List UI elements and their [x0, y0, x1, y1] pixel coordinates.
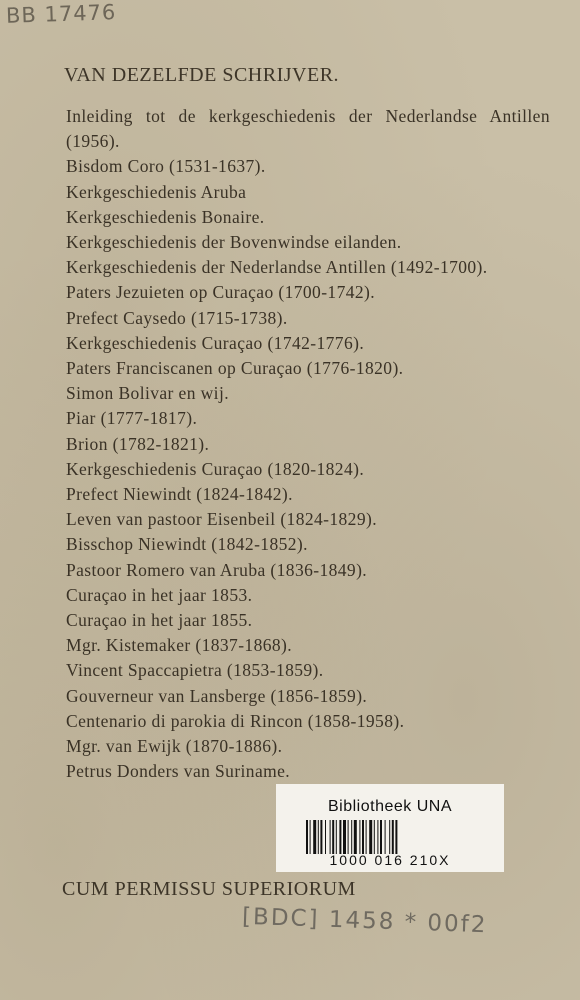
- work-item: Brion (1782-1821).: [66, 433, 210, 454]
- work-item: Vincent Spaccapietra (1853-1859).: [66, 660, 324, 681]
- work-item: Bisschop Niewindt (1842-1852).: [66, 534, 308, 555]
- handwritten-catalog-note: [BDC] 1458 * 00f2: [241, 903, 488, 939]
- barcode-icon: [306, 820, 466, 854]
- work-item: Gouverneur van Lansberge (1856-1859).: [66, 685, 368, 706]
- handwritten-shelfmark: BB 17476: [5, 0, 117, 28]
- work-item: Centenario di parokia di Rincon (1858-1958).: [66, 710, 405, 731]
- work-item: Curaçao in het jaar 1853.: [66, 584, 253, 605]
- work-item: Mgr. Kistemaker (1837-1868).: [66, 635, 293, 656]
- work-item: Kerkgeschiedenis Curaçao (1742-1776).: [66, 332, 365, 353]
- imprimatur-line: CUM PERMISSU SUPERIORUM: [62, 878, 356, 900]
- work-item: Kerkgeschiedenis Bonaire.: [66, 206, 265, 227]
- work-item: Paters Jezuieten op Curaçao (1700-1742).: [66, 282, 376, 303]
- barcode-number: 1000 016 210X: [329, 852, 451, 868]
- work-item: Piar (1777-1817).: [66, 408, 198, 429]
- work-item: Simon Bolivar en wij.: [66, 383, 229, 404]
- work-item: Kerkgeschiedenis Aruba: [66, 181, 247, 202]
- work-item: Prefect Caysedo (1715-1738).: [66, 307, 288, 328]
- page-heading: VAN DEZELFDE SCHRIJVER.: [64, 64, 340, 86]
- work-item: Petrus Donders van Suriname.: [66, 761, 291, 782]
- work-item: Kerkgeschiedenis der Nederlandse Antillen (1492-1700).: [66, 257, 488, 278]
- work-item: Paters Franciscanen op Curaçao (1776-1820).: [66, 358, 404, 379]
- library-name: Bibliotheek UNA: [328, 798, 452, 815]
- work-item: Kerkgeschiedenis Curaçao (1820-1824).: [66, 458, 365, 479]
- work-item: Curaçao in het jaar 1855.: [66, 610, 253, 631]
- work-item: Inleiding tot de kerkgeschiedenis der Nederlandse Antillen (1956).: [66, 106, 550, 152]
- work-item: Pastoor Romero van Aruba (1836-1849).: [66, 559, 368, 580]
- works-list: [66, 104, 566, 784]
- work-item: Mgr. van Ewijk (1870-1886).: [66, 736, 283, 757]
- work-item: Kerkgeschiedenis der Bovenwindse eilanden.: [66, 232, 402, 253]
- work-item: Bisdom Coro (1531-1637).: [66, 156, 266, 177]
- library-barcode-label: [276, 784, 504, 872]
- work-item: Leven van pastoor Eisenbeil (1824-1829).: [66, 509, 377, 530]
- work-item: Prefect Niewindt (1824-1842).: [66, 484, 293, 505]
